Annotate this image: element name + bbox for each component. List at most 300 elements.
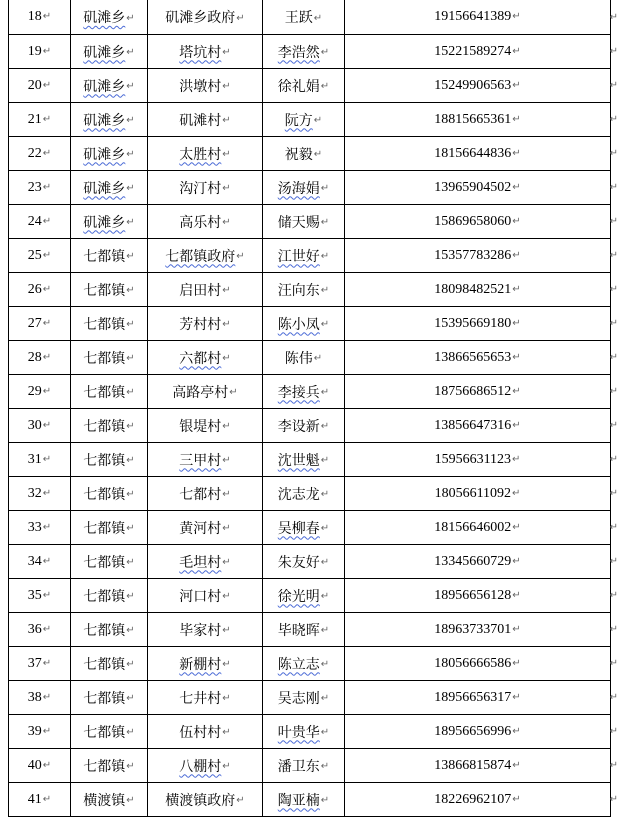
cell-number-text: 39 <box>27 723 42 739</box>
paragraph-mark-icon: ↵ <box>609 794 618 805</box>
cell-name-text: 徐光明 <box>277 588 320 605</box>
paragraph-mark-icon: ↵ <box>320 285 330 296</box>
cell-phone-text: 18098482521 <box>434 281 512 297</box>
paragraph-mark-icon: ↵ <box>313 149 323 160</box>
cell-number-text: 28 <box>27 349 42 365</box>
paragraph-mark-icon: ↵ <box>42 79 52 91</box>
paragraph-mark-icon: ↵ <box>42 589 52 601</box>
table-row <box>9 545 611 579</box>
paragraph-mark-icon: ↵ <box>609 522 618 533</box>
cell-name <box>263 0 345 35</box>
cell-name <box>263 511 345 545</box>
cell-phone <box>345 0 611 35</box>
cell-number-text: 23 <box>27 179 42 195</box>
paragraph-mark-icon: ↵ <box>609 318 618 329</box>
cell-number-text: 29 <box>27 383 42 399</box>
paragraph-mark-icon: ↵ <box>42 215 52 227</box>
paragraph-mark-icon: ↵ <box>512 793 521 805</box>
paragraph-mark-icon: ↵ <box>42 45 52 57</box>
cell-town <box>71 0 148 35</box>
cell-town <box>71 307 148 341</box>
cell-town <box>71 511 148 545</box>
paragraph-mark-icon: ↵ <box>512 623 521 635</box>
paragraph-mark-icon: ↵ <box>609 726 618 737</box>
paragraph-mark-icon: ↵ <box>42 657 52 669</box>
cell-number-text: 30 <box>27 417 42 433</box>
paragraph-mark-icon: ↵ <box>609 80 618 91</box>
cell-name <box>263 35 345 69</box>
cell-number-text: 38 <box>27 689 42 705</box>
cell-name-text: 李设新 <box>277 418 320 435</box>
table-body <box>9 0 611 817</box>
cell-number-text: 35 <box>27 587 42 603</box>
paragraph-mark-icon: ↵ <box>222 557 231 568</box>
paragraph-mark-icon: ↵ <box>126 285 135 296</box>
cell-village <box>148 477 263 511</box>
cell-name <box>263 647 345 681</box>
cell-number <box>9 749 71 783</box>
cell-name <box>263 69 345 103</box>
table-row <box>9 477 611 511</box>
cell-village <box>148 69 263 103</box>
paragraph-mark-icon: ↵ <box>512 419 521 431</box>
paragraph-mark-icon: ↵ <box>42 385 52 397</box>
cell-village-text: 七井村 <box>179 690 222 707</box>
paragraph-mark-icon: ↵ <box>512 691 521 703</box>
cell-village <box>148 0 263 35</box>
cell-number-text: 40 <box>27 757 42 773</box>
cell-village <box>148 749 263 783</box>
cell-number <box>9 715 71 749</box>
table-row <box>9 443 611 477</box>
paragraph-mark-icon: ↵ <box>512 385 521 397</box>
paragraph-mark-icon: ↵ <box>512 351 521 363</box>
paragraph-mark-icon: ↵ <box>512 181 521 193</box>
cell-town <box>71 205 148 239</box>
cell-town-text: 七都镇 <box>83 350 126 367</box>
table-row <box>9 69 611 103</box>
paragraph-mark-icon: ↵ <box>126 523 135 534</box>
table-row <box>9 205 611 239</box>
cell-name-text: 陈小凤 <box>277 316 320 333</box>
cell-phone-text: 15956631123 <box>434 451 512 467</box>
cell-phone <box>345 205 611 239</box>
cell-name-text: 汪向东 <box>277 282 320 299</box>
cell-village-text: 洪墩村 <box>179 78 222 95</box>
cell-village-text: 矶滩乡政府 <box>165 10 236 26</box>
paragraph-mark-icon: ↵ <box>609 658 618 669</box>
table-row <box>9 681 611 715</box>
paragraph-mark-icon: ↵ <box>222 149 231 160</box>
cell-number-text: 21 <box>27 111 42 127</box>
table-row <box>9 341 611 375</box>
cell-town <box>71 443 148 477</box>
paragraph-mark-icon: ↵ <box>512 487 521 499</box>
cell-name <box>263 171 345 205</box>
paragraph-mark-icon: ↵ <box>313 12 323 24</box>
cell-village <box>148 205 263 239</box>
cell-name <box>263 137 345 171</box>
cell-town-text: 矶滩乡 <box>83 214 126 231</box>
table-row <box>9 579 611 613</box>
paragraph-mark-icon: ↵ <box>236 795 245 806</box>
cell-phone <box>345 171 611 205</box>
paragraph-mark-icon: ↵ <box>609 352 618 363</box>
paragraph-mark-icon: ↵ <box>126 319 135 330</box>
paragraph-mark-icon: ↵ <box>320 81 330 92</box>
cell-number-text: 27 <box>27 315 42 331</box>
paragraph-mark-icon: ↵ <box>222 353 231 364</box>
paragraph-mark-icon: ↵ <box>609 216 618 227</box>
cell-village-text: 河口村 <box>179 588 222 605</box>
paragraph-mark-icon: ↵ <box>126 183 135 194</box>
cell-number <box>9 409 71 443</box>
cell-name <box>263 783 345 817</box>
paragraph-mark-icon: ↵ <box>222 591 231 602</box>
cell-town-text: 矶滩乡 <box>83 78 126 95</box>
cell-number-text: 41 <box>27 791 42 807</box>
paragraph-mark-icon: ↵ <box>512 215 521 227</box>
cell-name-text: 王跃 <box>284 10 313 26</box>
cell-village-text: 银堤村 <box>179 418 222 435</box>
cell-name-text: 陶亚楠 <box>277 792 320 809</box>
paragraph-mark-icon: ↵ <box>320 251 330 262</box>
cell-town <box>71 545 148 579</box>
cell-number <box>9 647 71 681</box>
cell-name-text: 李接兵 <box>277 384 320 401</box>
paragraph-mark-icon: ↵ <box>126 795 135 806</box>
paragraph-mark-icon: ↵ <box>222 217 231 228</box>
paragraph-mark-icon: ↵ <box>609 420 618 431</box>
paragraph-mark-icon: ↵ <box>42 453 52 465</box>
paragraph-mark-icon: ↵ <box>42 11 52 23</box>
cell-number <box>9 137 71 171</box>
cell-village-text: 毕家村 <box>179 622 222 639</box>
cell-phone <box>345 103 611 137</box>
paragraph-mark-icon: ↵ <box>512 521 521 533</box>
cell-phone-text: 18956656128 <box>434 587 512 603</box>
cell-name <box>263 681 345 715</box>
cell-name-text: 沈世魁 <box>277 452 320 469</box>
cell-town-text: 七都镇 <box>83 486 126 503</box>
paragraph-mark-icon: ↵ <box>512 589 521 601</box>
cell-town-text: 七都镇 <box>83 418 126 435</box>
paragraph-mark-icon: ↵ <box>236 251 245 262</box>
cell-name-text: 汤海娟 <box>277 180 320 197</box>
cell-village <box>148 103 263 137</box>
paragraph-mark-icon: ↵ <box>609 692 618 703</box>
table-row <box>9 273 611 307</box>
cell-number <box>9 545 71 579</box>
table-row <box>9 375 611 409</box>
cell-phone <box>345 239 611 273</box>
cell-village <box>148 307 263 341</box>
cell-number <box>9 511 71 545</box>
paragraph-mark-icon: ↵ <box>126 625 135 636</box>
cell-phone-text: 18815665361 <box>434 111 512 127</box>
paragraph-mark-icon: ↵ <box>42 317 52 329</box>
paragraph-mark-icon: ↵ <box>512 147 521 159</box>
cell-village-text: 新棚村 <box>179 656 222 673</box>
cell-name <box>263 579 345 613</box>
paragraph-mark-icon: ↵ <box>320 489 330 500</box>
paragraph-mark-icon: ↵ <box>126 659 135 670</box>
cell-phone <box>345 783 611 817</box>
paragraph-mark-icon: ↵ <box>609 250 618 261</box>
cell-number <box>9 35 71 69</box>
cell-name-text: 朱友好 <box>277 554 320 571</box>
paragraph-mark-icon: ↵ <box>42 113 52 125</box>
paragraph-mark-icon: ↵ <box>126 591 135 602</box>
cell-name <box>263 103 345 137</box>
paragraph-mark-icon: ↵ <box>126 489 135 500</box>
cell-name <box>263 341 345 375</box>
cell-village-text: 七都镇政府 <box>165 248 236 265</box>
paragraph-mark-icon: ↵ <box>512 79 521 91</box>
cell-name <box>263 375 345 409</box>
cell-name-text: 陈伟 <box>284 350 313 367</box>
paragraph-mark-icon: ↵ <box>222 47 231 58</box>
paragraph-mark-icon: ↵ <box>320 217 330 228</box>
cell-town <box>71 341 148 375</box>
cell-number-text: 26 <box>27 281 42 297</box>
paragraph-mark-icon: ↵ <box>126 81 135 92</box>
cell-village <box>148 613 263 647</box>
table-row <box>9 749 611 783</box>
paragraph-mark-icon: ↵ <box>609 590 618 601</box>
cell-phone <box>345 647 611 681</box>
cell-town <box>71 35 148 69</box>
cell-village <box>148 239 263 273</box>
paragraph-mark-icon: ↵ <box>320 761 330 772</box>
cell-name <box>263 409 345 443</box>
cell-village-text: 三甲村 <box>179 452 222 469</box>
cell-name-text: 吴志刚 <box>277 690 320 707</box>
cell-number-text: 25 <box>27 247 42 263</box>
cell-village <box>148 137 263 171</box>
paragraph-mark-icon: ↵ <box>512 555 521 567</box>
paragraph-mark-icon: ↵ <box>42 759 52 771</box>
cell-name <box>263 477 345 511</box>
table-row <box>9 783 611 817</box>
paragraph-mark-icon: ↵ <box>222 455 231 466</box>
cell-phone-text: 18156644836 <box>434 145 512 161</box>
paragraph-mark-icon: ↵ <box>320 693 330 704</box>
cell-village-text: 高路亭村 <box>172 384 229 401</box>
paragraph-mark-icon: ↵ <box>512 249 521 261</box>
cell-phone-text: 15221589274 <box>434 43 512 59</box>
cell-village-text: 横渡镇政府 <box>165 792 236 809</box>
cell-phone-text: 15249906563 <box>434 77 512 93</box>
cell-town-text: 矶滩乡 <box>83 44 126 61</box>
cell-number <box>9 239 71 273</box>
cell-number-text: 24 <box>27 213 42 229</box>
paragraph-mark-icon: ↵ <box>320 455 330 466</box>
cell-village-text: 芳村村 <box>179 316 222 333</box>
paragraph-mark-icon: ↵ <box>42 181 52 193</box>
cell-village <box>148 35 263 69</box>
cell-phone-text: 13856647316 <box>434 417 512 433</box>
paragraph-mark-icon: ↵ <box>42 623 52 635</box>
cell-phone <box>345 511 611 545</box>
cell-village <box>148 681 263 715</box>
paragraph-mark-icon: ↵ <box>609 46 618 57</box>
cell-number-text: 20 <box>27 77 42 93</box>
paragraph-mark-icon: ↵ <box>609 114 618 125</box>
paragraph-mark-icon: ↵ <box>126 353 135 364</box>
paragraph-mark-icon: ↵ <box>609 386 618 397</box>
cell-town <box>71 171 148 205</box>
cell-name-text: 毕晓晖 <box>277 622 320 639</box>
cell-name <box>263 273 345 307</box>
cell-town-text: 七都镇 <box>83 656 126 673</box>
cell-village-text: 高乐村 <box>179 214 222 231</box>
cell-number-text: 33 <box>27 519 42 535</box>
cell-town-text: 七都镇 <box>83 316 126 333</box>
paragraph-mark-icon: ↵ <box>222 693 231 704</box>
cell-town <box>71 647 148 681</box>
cell-number <box>9 205 71 239</box>
cell-number <box>9 341 71 375</box>
cell-number-text: 34 <box>27 553 42 569</box>
cell-phone <box>345 715 611 749</box>
cell-name-text: 祝毅 <box>284 146 313 163</box>
cell-phone <box>345 409 611 443</box>
cell-town <box>71 239 148 273</box>
cell-town <box>71 137 148 171</box>
cell-number-text: 32 <box>27 485 42 501</box>
paragraph-mark-icon: ↵ <box>126 727 135 738</box>
paragraph-mark-icon: ↵ <box>42 487 52 499</box>
cell-name-text: 陈立志 <box>277 656 320 673</box>
cell-number <box>9 103 71 137</box>
cell-town-text: 矶滩乡 <box>83 10 126 26</box>
paragraph-mark-icon: ↵ <box>126 693 135 704</box>
cell-village-text: 伍村村 <box>179 724 222 741</box>
paragraph-mark-icon: ↵ <box>512 283 521 295</box>
cell-village-text: 六都村 <box>179 350 222 367</box>
cell-town-text: 矶滩乡 <box>83 112 126 129</box>
paragraph-mark-icon: ↵ <box>320 183 330 194</box>
cell-phone <box>345 681 611 715</box>
cell-town <box>71 783 148 817</box>
paragraph-mark-icon: ↵ <box>512 45 521 57</box>
cell-phone <box>345 273 611 307</box>
table-row <box>9 35 611 69</box>
cell-town-text: 七都镇 <box>83 622 126 639</box>
paragraph-mark-icon: ↵ <box>42 147 52 159</box>
paragraph-mark-icon: ↵ <box>320 625 330 636</box>
cell-phone <box>345 749 611 783</box>
paragraph-mark-icon: ↵ <box>320 523 330 534</box>
paragraph-mark-icon: ↵ <box>320 659 330 670</box>
cell-name-text: 徐礼娟 <box>277 78 320 95</box>
paragraph-mark-icon: ↵ <box>126 251 135 262</box>
paragraph-mark-icon: ↵ <box>42 725 52 737</box>
cell-name <box>263 715 345 749</box>
paragraph-mark-icon: ↵ <box>229 387 238 398</box>
cell-name-text: 阮方 <box>284 112 313 129</box>
cell-phone <box>345 69 611 103</box>
cell-phone-text: 19156641389 <box>434 9 512 24</box>
paragraph-mark-icon: ↵ <box>320 421 330 432</box>
paragraph-mark-icon: ↵ <box>313 115 323 126</box>
cell-village <box>148 715 263 749</box>
paragraph-mark-icon: ↵ <box>42 249 52 261</box>
paragraph-mark-icon: ↵ <box>512 113 521 125</box>
cell-town-text: 七都镇 <box>83 248 126 265</box>
paragraph-mark-icon: ↵ <box>126 557 135 568</box>
cell-number <box>9 69 71 103</box>
cell-phone-text: 18056611092 <box>434 485 512 501</box>
table-row <box>9 511 611 545</box>
cell-name-text: 江世好 <box>277 248 320 265</box>
cell-phone-text: 13866815874 <box>434 757 512 773</box>
cell-village-text: 沟汀村 <box>179 180 222 197</box>
cell-phone <box>345 341 611 375</box>
paragraph-mark-icon: ↵ <box>126 217 135 228</box>
cell-phone <box>345 35 611 69</box>
paragraph-mark-icon: ↵ <box>609 182 618 193</box>
cell-town <box>71 409 148 443</box>
paragraph-mark-icon: ↵ <box>42 419 52 431</box>
cell-number <box>9 443 71 477</box>
paragraph-mark-icon: ↵ <box>609 284 618 295</box>
cell-town <box>71 613 148 647</box>
cell-village-text: 启田村 <box>179 282 222 299</box>
cell-name <box>263 307 345 341</box>
cell-town <box>71 749 148 783</box>
paragraph-mark-icon: ↵ <box>222 285 231 296</box>
cell-number-text: 19 <box>27 43 42 59</box>
table-row <box>9 103 611 137</box>
table-row <box>9 409 611 443</box>
cell-phone-text: 18956656996 <box>434 723 512 739</box>
paragraph-mark-icon: ↵ <box>42 555 52 567</box>
cell-town-text: 七都镇 <box>83 452 126 469</box>
cell-town-text: 矶滩乡 <box>83 146 126 163</box>
cell-town <box>71 103 148 137</box>
cell-village <box>148 341 263 375</box>
paragraph-mark-icon: ↵ <box>42 521 52 533</box>
cell-number-text: 22 <box>27 145 42 161</box>
cell-name-text: 吴柳春 <box>277 520 320 537</box>
cell-phone-text: 13866565653 <box>434 349 512 365</box>
paragraph-mark-icon: ↵ <box>222 523 231 534</box>
paragraph-mark-icon: ↵ <box>609 454 618 465</box>
paragraph-mark-icon: ↵ <box>609 12 618 23</box>
cell-phone-text: 18956656317 <box>434 689 512 705</box>
cell-town <box>71 273 148 307</box>
cell-name <box>263 443 345 477</box>
paragraph-mark-icon: ↵ <box>320 319 330 330</box>
cell-phone-text: 18156646002 <box>434 519 512 535</box>
cell-number <box>9 171 71 205</box>
table-row <box>9 239 611 273</box>
cell-phone-text: 15869658060 <box>434 213 512 229</box>
cell-town-text: 横渡镇 <box>83 792 126 809</box>
cell-town-text: 矶滩乡 <box>83 180 126 197</box>
table-row <box>9 0 611 35</box>
cell-number-text: 31 <box>27 451 42 467</box>
paragraph-mark-icon: ↵ <box>222 115 231 126</box>
paragraph-mark-icon: ↵ <box>609 760 618 771</box>
paragraph-mark-icon: ↵ <box>222 761 231 772</box>
cell-village-text: 矶滩村 <box>179 112 222 129</box>
cell-village-text: 毛坦村 <box>179 554 222 571</box>
paragraph-mark-icon: ↵ <box>512 453 521 465</box>
cell-phone <box>345 545 611 579</box>
